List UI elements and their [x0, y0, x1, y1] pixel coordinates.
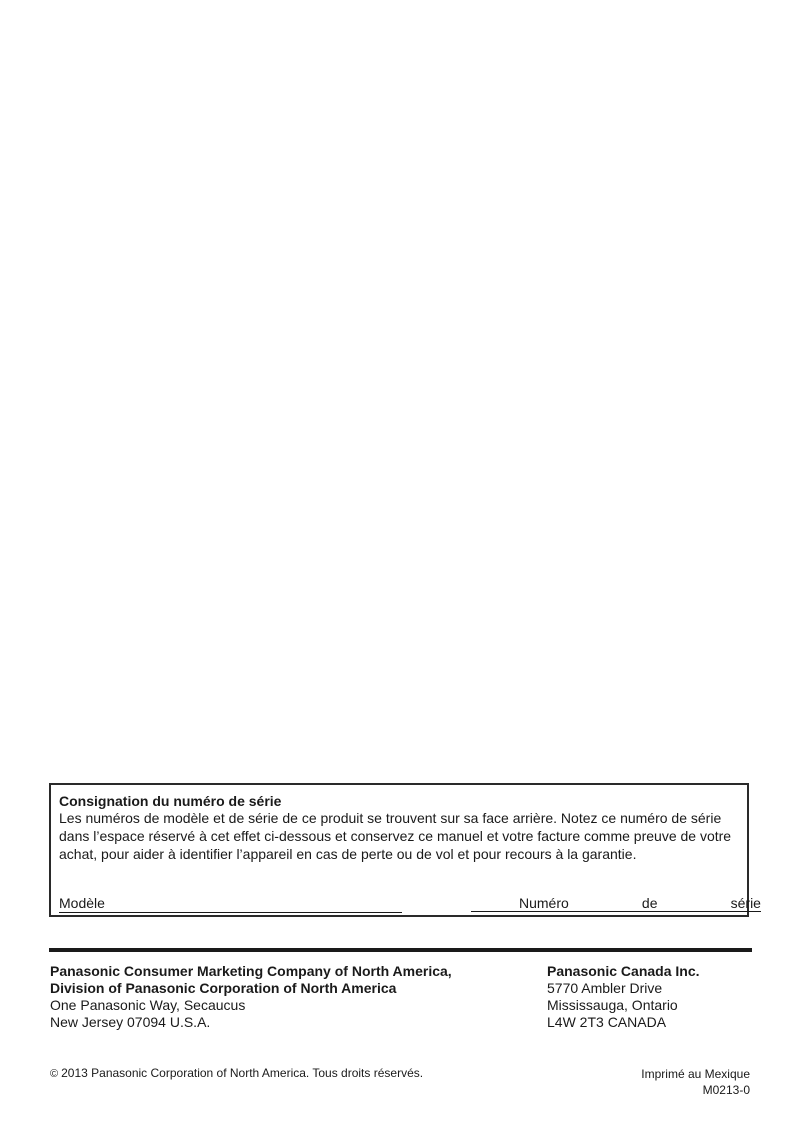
serial-number-field [471, 896, 761, 912]
ca-city: Mississauga, Ontario [547, 997, 678, 1013]
us-city: New Jersey 07094 U.S.A. [50, 1014, 211, 1030]
us-street: One Panasonic Way, Secaucus [50, 997, 246, 1013]
us-company-line1: Panasonic Consumer Marketing Company of North America, [50, 963, 452, 979]
model-label: Modèle [59, 895, 105, 911]
print-info [641, 1066, 750, 1098]
copyright-notice [50, 1066, 423, 1082]
copyright-text: 2013 Panasonic Corporation of North America. Tous droits réservés. [61, 1066, 424, 1080]
document-code: M0213-0 [702, 1083, 750, 1097]
serial-label-word-3: série [730, 895, 761, 911]
canada-address-block [547, 963, 700, 1031]
printed-in-text: Imprimé au Mexique [641, 1067, 750, 1081]
ca-company: Panasonic Canada Inc. [547, 963, 700, 979]
serial-label-word-2: de [641, 895, 658, 911]
serial-record-box [49, 783, 761, 917]
serial-record-instructions: Les numéros de modèle et de série de ce produit se trouvent sur sa face arrière. Notez ce numéro de série dans l’espace réservé à cet effet ci-dessous et conservez ce manuel et votre facture comme preuve de votre achat, pour aider à identifier l’appareil en cas de perte ou de vol et pour recours à la garantie. [59, 810, 732, 862]
serial-record-title: Consignation du numéro de série [59, 793, 282, 809]
model-number-field [59, 896, 402, 913]
us-address-block [50, 963, 452, 1031]
ca-postal: L4W 2T3 CANADA [547, 1014, 667, 1030]
copyright-icon: © [50, 1068, 59, 1080]
serial-label-word-1: Numéro [519, 895, 569, 911]
divider-rule [49, 948, 752, 952]
us-company-line2: Division of Panasonic Corporation of North America [50, 980, 397, 996]
ca-street: 5770 Ambler Drive [547, 980, 663, 996]
